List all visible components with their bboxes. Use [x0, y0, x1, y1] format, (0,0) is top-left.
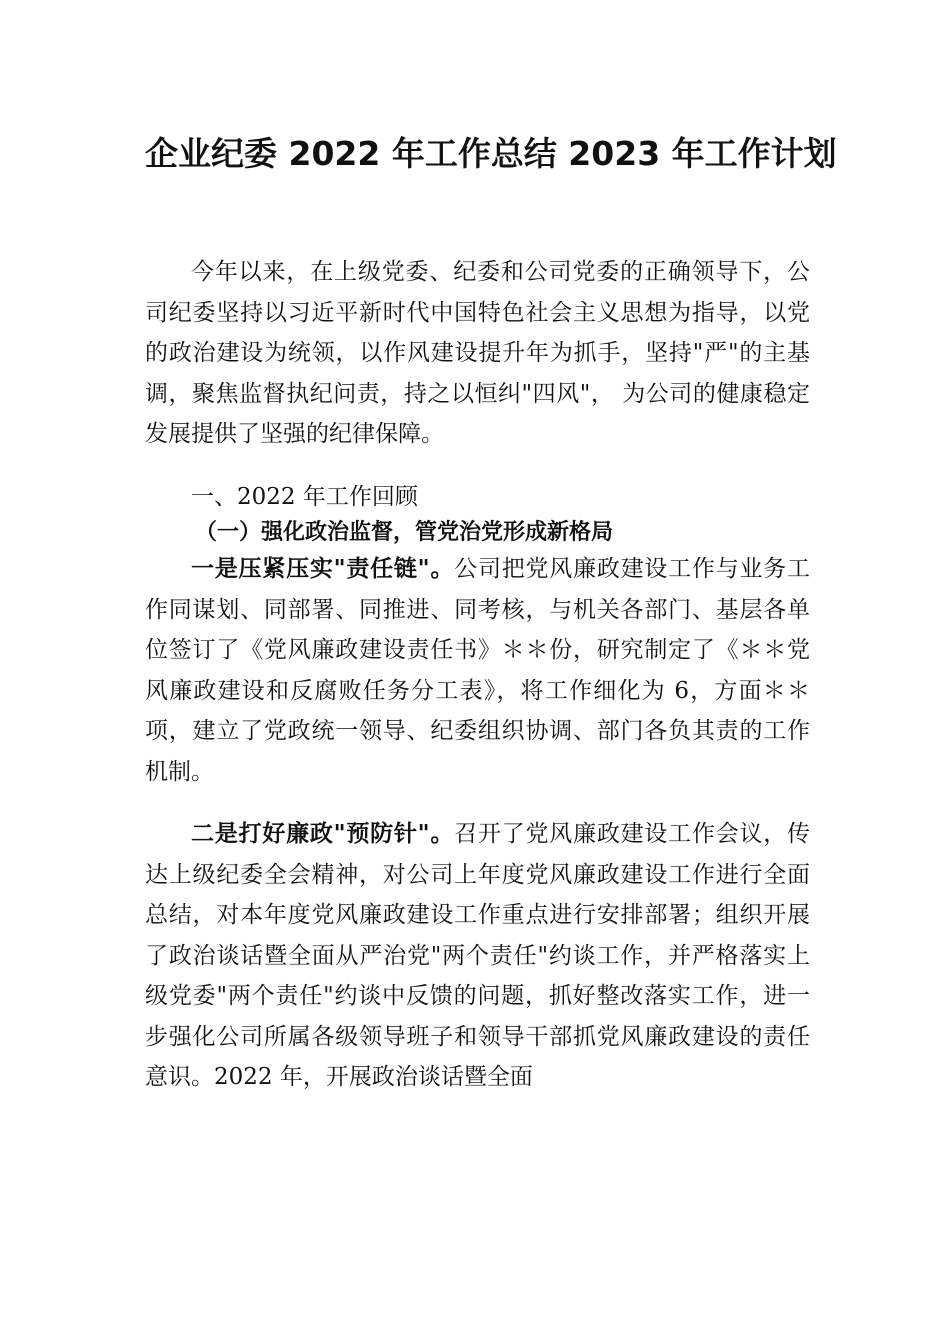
document-title: 企业纪委 2022 年工作总结 2023 年工作计划 [145, 134, 837, 173]
paragraph-lead: 二是打好廉政"预防针"。 [191, 821, 455, 847]
paragraph-text: 召开了党风廉政建设工作会议，传达上级纪委全会精神，对公司上年度党风廉政建设工作进行全面总结，对本年度党风廉政建设工作重点进行安排部署；组织开展了政治谈话暨全面从严治党"两个责任"约谈工作，并严格落实上级党委"两个责任"约谈中反馈的问题，抓好整改落实工作，进一步强化公司所属各级领导班子和领导干部抓党风廉政建设的责任意识。2022 年，开展政治谈话暨全面 [145, 821, 811, 1090]
section-heading: 一、2022 年工作回顾 [191, 484, 418, 510]
paragraph-responsibility-chain [145, 549, 810, 792]
paragraph-text: 公司把党风廉政建设工作与业务工作同谋划、同部署、同推进、同考核，与机关各部门、基层各单位签订了《党风廉政建设责任书》＊＊份，研究制定了《＊＊党风廉政建设和反腐败任务分工表》，将工作细化为 6，方面＊＊项，建立了党政统一领导、纪委组织协调、部门各负其责的工作机制。 [145, 556, 811, 785]
paragraph-prevention [145, 814, 810, 1098]
intro-paragraph: 今年以来，在上级党委、纪委和公司党委的正确领导下，公司纪委坚持以习近平新时代中国特色社会主义思想为指导，以党的政治建设为统领，以作风建设提升年为抓手，坚持"严"的主基调，聚焦监督执纪问责，持之以恒纠"四风"， 为公司的健康稳定发展提供了坚强的纪律保障。 [145, 259, 810, 447]
subsection-heading: （一）强化政治监督，管党治党形成新格局 [195, 520, 614, 545]
paragraph-lead: 一是压紧压实"责任链"。 [191, 556, 455, 582]
